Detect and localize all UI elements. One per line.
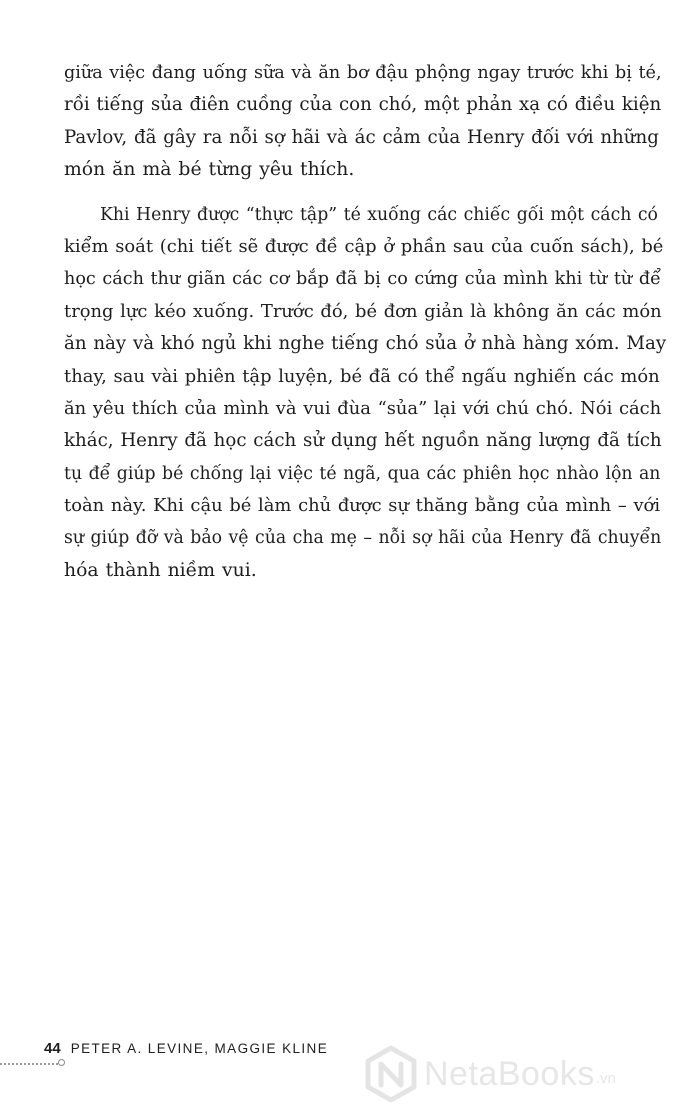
text-line: món ăn mà bé từng yêu thích. [64, 159, 355, 181]
page-number: 44 [44, 1040, 61, 1057]
text-line: thay, sau vài phiên tập luyện, bé đã có thể ngấu nghiến các món [64, 365, 660, 387]
text-line: toàn này. Khi cậu bé làm chủ được sự thăng bằng của mình – với [64, 495, 661, 517]
text-line: ăn yêu thích của mình và vui đùa “sủa” lại với chú chó. Nói cách [64, 397, 662, 419]
text-line: ăn này và khó ngủ khi nghe tiếng chó sủa ở nhà hàng xóm. May [64, 333, 667, 355]
text-line: Khi Henry được “thực tập” té xuống các chiếc gối một cách có [100, 204, 658, 225]
text-line: sự giúp đỡ và bảo vệ của cha mẹ – nỗi sợ hãi của Henry đã chuyển [64, 528, 662, 549]
body-text [64, 57, 667, 587]
text-line: giữa việc đang uống sữa và ăn bơ đậu phộng ngay trước khi bị té, [64, 63, 662, 83]
text-line: khác, Henry đã học cách sử dụng hết nguồn năng lượng đã tích [64, 430, 662, 452]
page-footer [44, 1040, 328, 1064]
text-line: kiểm soát (chi tiết sẽ được đề cập ở phần sau của cuốn sách), bé [64, 235, 664, 257]
netabooks-logo-icon [362, 1045, 420, 1103]
text-line: rồi tiếng sủa điên cuồng của con chó, một phản xạ có điều kiện [64, 94, 662, 116]
paragraph [64, 57, 662, 187]
text-line: học cách thư giãn các cơ bắp đã bị co cứng của mình khi từ từ để [64, 269, 661, 290]
dotted-rule-end-circle [58, 1059, 65, 1066]
dotted-rule [0, 1063, 62, 1065]
text-line: tụ để giúp bé chống lại việc té ngã, qua các phiên học nhào lộn an [64, 463, 661, 484]
watermark-suffix: .vn [595, 1070, 616, 1087]
text-line: trọng lực kéo xuống. Trước đó, bé đơn giản là không ăn các món [64, 300, 662, 322]
watermark-brand: NetaBooks [424, 1054, 595, 1093]
paragraph-gap [64, 187, 654, 199]
paragraph [64, 199, 667, 588]
watermark [362, 1045, 616, 1103]
text-line: Pavlov, đã gây ra nỗi sợ hãi và ác cảm của Henry đối với những [64, 126, 659, 148]
running-head-authors: PETER A. LEVINE, MAGGIE KLINE [70, 1041, 329, 1056]
text-line: hóa thành niềm vui. [64, 559, 257, 581]
